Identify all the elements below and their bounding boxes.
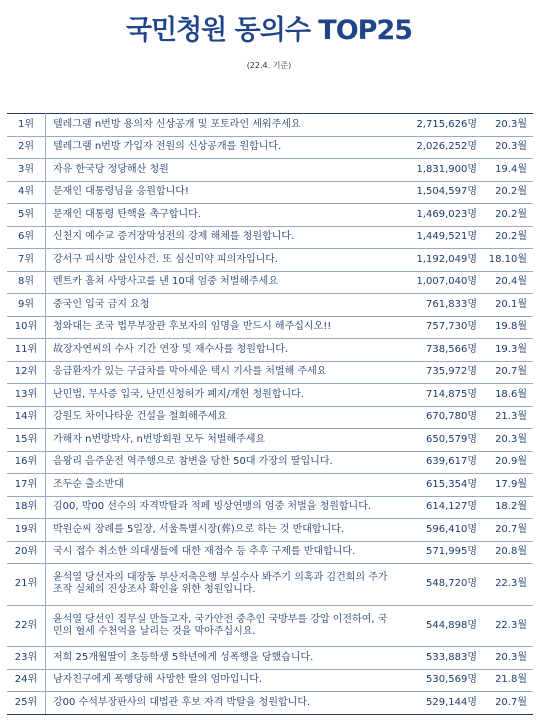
page-title: 국민청원 동의수 TOP25 <box>125 15 413 46</box>
petition-title-cell: 윤석열 당선인 집무실 만들고자, 국가안전 중추인 국방부를 강압 이전하여, 국민의 혈세 수천억을 날리는 것을 막아주십시요. <box>46 605 400 647</box>
agree-count-cell: 530,569명 <box>399 669 481 692</box>
petition-title-cell: 문재인 대통령님을 응원합니다! <box>46 181 400 204</box>
petition-title-cell: 문재인 대통령 탄핵을 촉구합니다. <box>46 204 400 227</box>
table-row <box>7 226 533 249</box>
table-row <box>7 451 533 474</box>
agree-count-cell: 1,007,040명 <box>399 271 481 294</box>
date-cell: 19.8월 <box>481 316 533 339</box>
date-cell: 20.3월 <box>481 429 533 452</box>
petition-title-cell: 국시 접수 취소한 의대생들에 대한 재접수 등 추후 구제를 반대합니다. <box>46 541 400 564</box>
petition-title-cell: 박원순씨 장례를 5일장, 서울특별시장(葬)으로 하는 것 반대합니다. <box>46 519 400 542</box>
rank-cell: 10위 <box>7 316 46 339</box>
rank-cell: 16위 <box>7 451 46 474</box>
table-row <box>7 361 533 384</box>
agree-count-cell: 2,026,252명 <box>399 136 481 159</box>
date-cell: 18.10월 <box>481 249 533 272</box>
date-cell: 18.6월 <box>481 384 533 407</box>
petition-title-cell: 남자친구에게 폭행당해 사망한 딸의 엄마입니다. <box>46 669 400 692</box>
agree-count-cell: 1,504,597명 <box>399 181 481 204</box>
table-row <box>7 647 533 670</box>
petition-title-cell: 텔레그램 n번방 용의자 신상공개 및 포토라인 세워주세요 <box>46 114 400 137</box>
date-cell: 20.8월 <box>481 541 533 564</box>
agree-count-cell: 738,566명 <box>399 339 481 362</box>
date-cell: 19.4월 <box>481 159 533 182</box>
table-row <box>7 605 533 647</box>
agree-count-cell: 761,833명 <box>399 294 481 317</box>
agree-count-cell: 614,127명 <box>399 496 481 519</box>
petition-title-cell: 故장자연씨의 수사 기간 연장 및 재수사를 청원합니다. <box>46 339 400 362</box>
rank-cell: 25위 <box>7 692 46 715</box>
petition-title-cell: 중국인 입국 금지 요청 <box>46 294 400 317</box>
petition-title-cell: 신천지 예수교 증거장막성전의 강제 해체를 청원합니다. <box>46 226 400 249</box>
agree-count-cell: 529,144명 <box>399 692 481 715</box>
petition-title-cell: 가해자 n번방박사, n번방회원 모두 처벌해주세요 <box>46 429 400 452</box>
date-cell: 19.3월 <box>481 339 533 362</box>
rank-cell: 18위 <box>7 496 46 519</box>
petition-title-cell: 강00 수석부장판사의 대법관 후보 자격 박탈을 청원합니다. <box>46 692 400 715</box>
rank-cell: 13위 <box>7 384 46 407</box>
petition-title-cell: 윤석열 당선자의 대장동 부산저축은행 부실수사 봐주기 의혹과 김건희의 주가조작 실체의 진상조사 확인을 위한 청원입니다. <box>46 564 400 606</box>
petition-title-cell: 강원도 차이나타운 건설을 철회해주세요 <box>46 406 400 429</box>
petition-title-cell: 강서구 피시방 살인사건. 또 심신미약 피의자입니다. <box>46 249 400 272</box>
agree-count-cell: 615,354명 <box>399 474 481 497</box>
rank-cell: 11위 <box>7 339 46 362</box>
petition-title-cell: 조두순 출소반대 <box>46 474 400 497</box>
table-row <box>7 496 533 519</box>
date-cell: 20.1월 <box>481 294 533 317</box>
table-row <box>7 294 533 317</box>
agree-count-cell: 757,730명 <box>399 316 481 339</box>
rank-cell: 5위 <box>7 204 46 227</box>
rank-cell: 24위 <box>7 669 46 692</box>
petition-title-cell: 김00, 박00 선수의 자격박탈과 적페 빙상연맹의 엄중 처벌을 청원합니다. <box>46 496 400 519</box>
date-cell: 20.7월 <box>481 519 533 542</box>
petition-title-cell: 텔레그램 n번방 가입자 전원의 신상공개를 원합니다. <box>46 136 400 159</box>
table-row <box>7 114 533 137</box>
agree-count-cell: 533,883명 <box>399 647 481 670</box>
table-row <box>7 564 533 606</box>
date-cell: 20.4월 <box>481 271 533 294</box>
petition-title-cell: 난민법, 무사증 입국, 난민신청허가 폐지/개헌 청원합니다. <box>46 384 400 407</box>
rank-cell: 6위 <box>7 226 46 249</box>
petition-title-cell: 렌트카 훔쳐 사망사고를 낸 10대 엄중 처벌해주세요 <box>46 271 400 294</box>
date-cell: 20.3월 <box>481 647 533 670</box>
table-row <box>7 669 533 692</box>
date-note: (22.4. 기준) <box>246 61 292 70</box>
date-cell: 18.2월 <box>481 496 533 519</box>
date-cell: 20.9월 <box>481 451 533 474</box>
agree-count-cell: 714,875명 <box>399 384 481 407</box>
table-row <box>7 271 533 294</box>
rank-cell: 23위 <box>7 647 46 670</box>
date-cell: 20.2월 <box>481 226 533 249</box>
rank-cell: 2위 <box>7 136 46 159</box>
petition-title-cell: 응급환자가 있는 구급차를 막아세운 택시 기사를 처벌해 주세요 <box>46 361 400 384</box>
rank-cell: 8위 <box>7 271 46 294</box>
agree-count-cell: 596,410명 <box>399 519 481 542</box>
rank-cell: 14위 <box>7 406 46 429</box>
petition-title-cell: 음왕리 음주운전 역주행으로 참변을 당한 50대 가장의 딸입니다. <box>46 451 400 474</box>
agree-count-cell: 650,579명 <box>399 429 481 452</box>
table-row <box>7 136 533 159</box>
agree-count-cell: 571,995명 <box>399 541 481 564</box>
agree-count-cell: 670,780명 <box>399 406 481 429</box>
agree-count-cell: 1,192,049명 <box>399 249 481 272</box>
rank-cell: 7위 <box>7 249 46 272</box>
table-row <box>7 541 533 564</box>
date-cell: 17.9월 <box>481 474 533 497</box>
agree-count-cell: 639,617명 <box>399 451 481 474</box>
agree-count-cell: 2,715,626명 <box>399 114 481 137</box>
table-row <box>7 316 533 339</box>
rank-cell: 17위 <box>7 474 46 497</box>
rank-cell: 20위 <box>7 541 46 564</box>
rank-cell: 9위 <box>7 294 46 317</box>
table-row <box>7 406 533 429</box>
table-row <box>7 474 533 497</box>
agree-count-cell: 735,972명 <box>399 361 481 384</box>
rank-cell: 4위 <box>7 181 46 204</box>
table-row <box>7 519 533 542</box>
table-row <box>7 249 533 272</box>
petition-table-body <box>7 114 533 715</box>
table-row <box>7 429 533 452</box>
rank-cell: 12위 <box>7 361 46 384</box>
rank-cell: 3위 <box>7 159 46 182</box>
rank-cell: 15위 <box>7 429 46 452</box>
rank-cell: 22위 <box>7 605 46 647</box>
rank-cell: 21위 <box>7 564 46 606</box>
date-cell: 20.2월 <box>481 204 533 227</box>
date-cell: 22.3월 <box>481 605 533 647</box>
table-row <box>7 181 533 204</box>
petition-table <box>7 113 533 715</box>
petition-title-cell: 저희 25개월딸이 초등학생 5학년에게 성폭행을 당했습니다. <box>46 647 400 670</box>
date-cell: 20.2월 <box>481 181 533 204</box>
date-cell: 20.3월 <box>481 136 533 159</box>
agree-count-cell: 544,898명 <box>399 605 481 647</box>
agree-count-cell: 548,720명 <box>399 564 481 606</box>
petition-title-cell: 자유 한국당 정당해산 청원 <box>46 159 400 182</box>
date-cell: 20.3월 <box>481 114 533 137</box>
date-cell: 21.3월 <box>481 406 533 429</box>
agree-count-cell: 1,469,023명 <box>399 204 481 227</box>
table-row <box>7 204 533 227</box>
agree-count-cell: 1,831,900명 <box>399 159 481 182</box>
date-cell: 21.8월 <box>481 669 533 692</box>
date-cell: 22.3월 <box>481 564 533 606</box>
table-row <box>7 339 533 362</box>
agree-count-cell: 1,449,521명 <box>399 226 481 249</box>
rank-cell: 19위 <box>7 519 46 542</box>
table-row <box>7 692 533 715</box>
petition-title-cell: 청와대는 조국 법무부장관 후보자의 임명을 반드시 해주십시오!! <box>46 316 400 339</box>
date-cell: 20.7월 <box>481 692 533 715</box>
table-row <box>7 159 533 182</box>
rank-cell: 1위 <box>7 114 46 137</box>
table-row <box>7 384 533 407</box>
date-cell: 20.7월 <box>481 361 533 384</box>
